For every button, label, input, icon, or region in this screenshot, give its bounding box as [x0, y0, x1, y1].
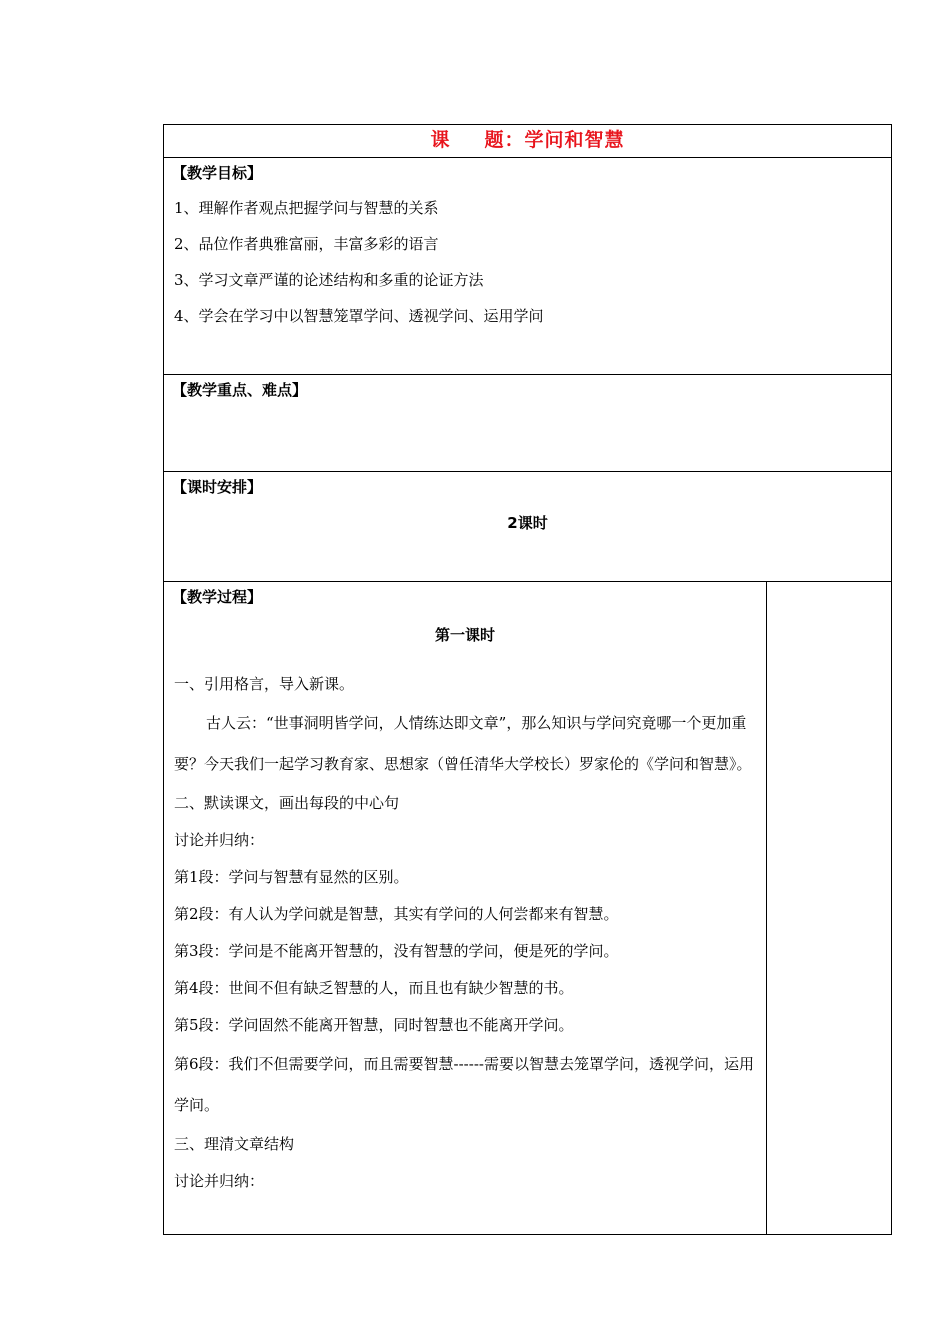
keypoints-cell: [164, 375, 892, 472]
title-text: 题：学问和智慧: [484, 129, 625, 151]
section-heading-1: 一、引用格言，导入新课。: [174, 675, 355, 693]
paragraph-summary: 第4段：世间不但有缺乏智慧的人，而且也有缺少智慧的书。: [174, 979, 574, 997]
paragraph-summary-6: 第6段：我们不但需要学问，而且需要智慧------需要以智慧去笼罩学问，透视学问，运用学问。: [174, 1055, 754, 1114]
schedule-cell: [164, 472, 892, 582]
schedule-value: 2课时: [507, 514, 548, 532]
process-heading: 【教学过程】: [172, 588, 263, 606]
title-row: [164, 125, 892, 158]
objective-item: 4、学会在学习中以智慧笼罩学问、透视学问、运用学问: [174, 307, 544, 325]
paragraph-summary: 第2段：有人认为学问就是智慧，其实有学问的人何尝都来有智慧。: [174, 905, 619, 923]
page-title: [430, 129, 624, 151]
paragraph-summary: 第3段：学问是不能离开智慧的，没有智慧的学问，便是死的学问。: [174, 942, 619, 960]
keypoints-heading: 【教学重点、难点】: [172, 381, 308, 399]
section-heading-2: 二、默读课文，画出每段的中心句: [174, 794, 400, 812]
section-heading-3: 三、理清文章结构: [174, 1135, 295, 1153]
schedule-row: [164, 472, 892, 582]
objective-item: 1、理解作者观点把握学问与智慧的关系: [174, 199, 439, 217]
objectives-row: [164, 158, 892, 375]
keypoints-row: [164, 375, 892, 472]
lesson-plan-table: [163, 124, 892, 1235]
lesson-title: 第一课时: [434, 626, 495, 644]
paragraph-summary: 第5段：学问固然不能离开智慧，同时智慧也不能离开学问。: [174, 1016, 574, 1034]
discuss-label-2: 讨论并归纳：: [174, 1172, 265, 1190]
notes-column: [767, 582, 892, 1235]
schedule-heading: 【课时安排】: [172, 478, 263, 496]
process-row: [164, 582, 892, 1235]
title-label: 课: [430, 129, 451, 151]
objectives-cell: [164, 158, 892, 375]
lesson-plan-sheet: [163, 124, 891, 1235]
title-cell: [164, 125, 892, 158]
objective-item: 3、学习文章严谨的论述结构和多重的论证方法: [174, 271, 484, 289]
objectives-heading: 【教学目标】: [172, 164, 263, 182]
paragraph-summary: 第1段：学问与智慧有显然的区别。: [174, 868, 409, 886]
quote-paragraph: 古人云：“世事洞明皆学问，人情练达即文章”，那么知识与学问究竟哪一个更加重要？今天我们一起学习教育家、思想家（曾任清华大学校长）罗家伦的《学问和智慧》。: [174, 714, 752, 773]
process-cell: [164, 582, 767, 1235]
objective-item: 2、品位作者典雅富丽，丰富多彩的语言: [174, 235, 439, 253]
discuss-label-1: 讨论并归纳：: [174, 831, 265, 849]
